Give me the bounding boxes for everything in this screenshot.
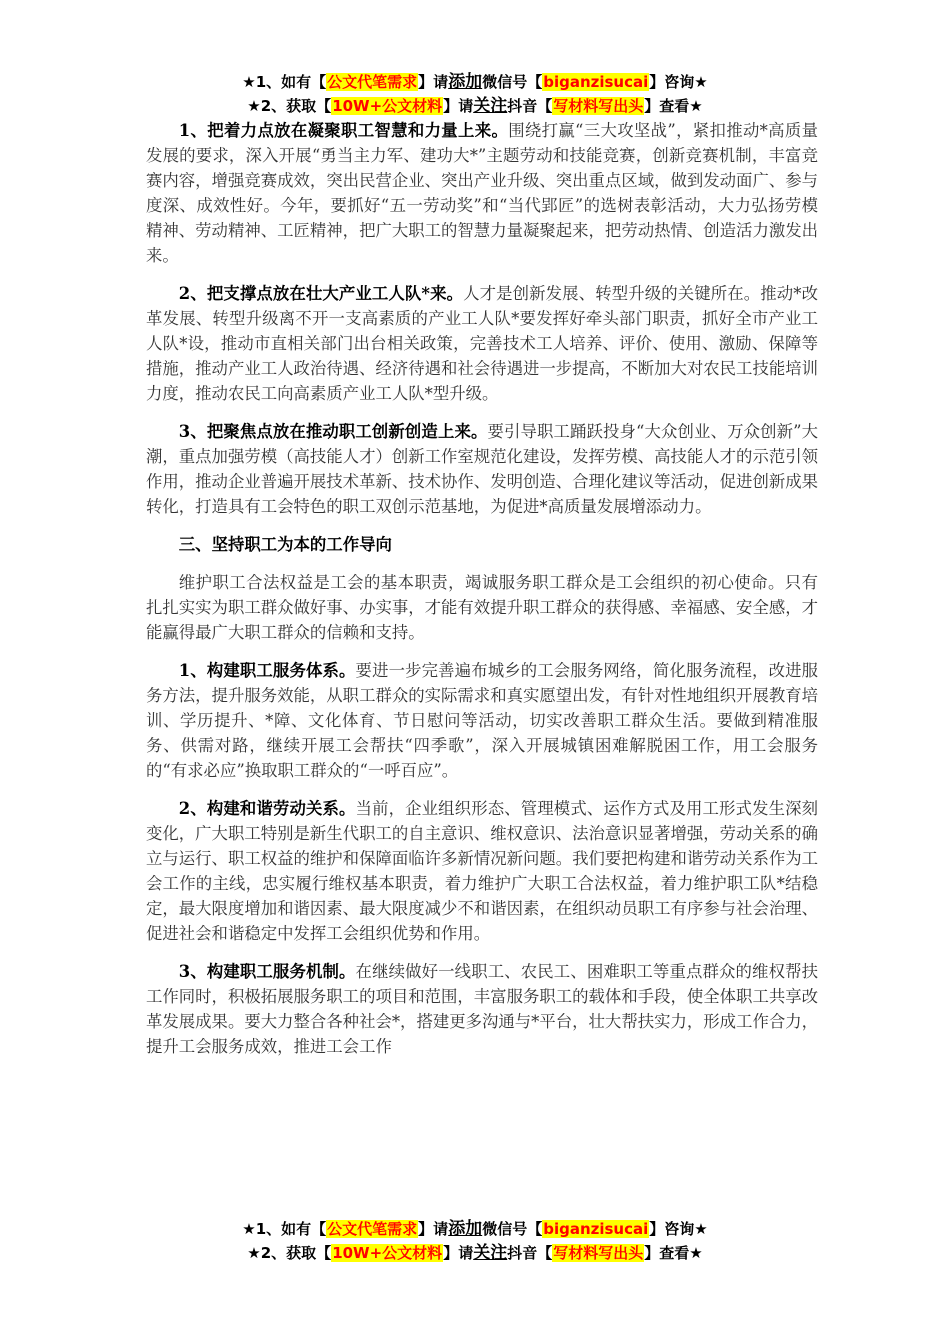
banner-text: ★1、如有【 — [242, 73, 327, 91]
paragraph-5 — [146, 658, 818, 783]
paragraph-lead: 1、构建职工服务体系。 — [178, 661, 356, 680]
banner-text: ★1、如有【 — [242, 1220, 327, 1238]
paragraph-text: 维护职工合法权益是工会的基本职责，竭诚服务职工群众是工会组织的初心使命。只有扎扎实实为职工群众做好事、办实事，才能有效提升职工群众的获得感、幸福感、安全感，才能赢得最广大职工群众的信赖和支持。 — [146, 573, 819, 642]
banner-text: 抖音【 — [507, 1244, 553, 1262]
paragraph-lead: 2、构建和谐劳动关系。 — [178, 799, 356, 818]
banner-emphasis: 添加 — [448, 72, 483, 92]
paragraph-lead: 1、把着力点放在凝聚职工智慧和力量上来。 — [178, 121, 509, 140]
paragraph-text: 人才是创新发展、转型升级的关键所在。推动*改革发展、转型升级离不开一支高素质的产业工人队*要发挥好牵头部门职责，抓好全市产业工人队*设，推动市直相关部门出台相关政策，完善技术工人培养、评价、使用、激励、保障等措施，推动产业工人政治待遇、经济待遇和社会待遇进一步提高，不断加大对农民工技能培训力度，推动农民工向高素质产业工人队*型升级。 — [146, 284, 819, 403]
banner-text: 】查看★ — [644, 1244, 703, 1262]
banner-text: 】咨询★ — [649, 1220, 708, 1238]
banner-text: ★2、获取【 — [247, 1244, 332, 1262]
banner-text: 】请 — [418, 73, 449, 91]
banner-highlight: 10W+公文材料 — [332, 97, 443, 115]
banner-highlight: 写材料写出头 — [553, 1244, 644, 1262]
banner-emphasis: 关注 — [473, 96, 508, 116]
banner-highlight: 公文代笔需求 — [327, 1220, 418, 1238]
paragraph-text: 当前，企业组织形态、管理模式、运作方式及用工形式发生深刻变化，广大职工特别是新生代职工的自主意识、维权意识、法治意识显著增强，劳动关系的确立与运行、职工权益的维护和保障面临许多新情况新问题。我们要把构建和谐劳动关系作为工会工作的主线，忠实履行维权基本职责，着力维护广大职工合法权益，着力维护职工队*结稳定，最大限度增加和谐因素、最大限度减少不和谐因素，在组织动员职工有序参与社会治理、促进社会和谐稳定中发挥工会组织优势和作用。 — [146, 799, 819, 943]
banner-text: ★2、获取【 — [247, 97, 332, 115]
banner-line-2 — [0, 1241, 950, 1265]
banner-line-1 — [0, 1217, 950, 1241]
banner-emphasis: 添加 — [448, 1219, 483, 1239]
paragraph-text: 要引导职工踊跃投身“大众创业、万众创新”大潮，重点加强劳模（高技能人才）创新工作室规范化建设，发挥劳模、高技能人才的示范引领作用，推动企业普遍开展技术革新、技术协作、发明创造、合理化建议等活动，促进创新成果转化，打造具有工会特色的职工双创示范基地，为促进*高质量发展增添动力。 — [146, 422, 819, 516]
banner-line-1 — [0, 70, 950, 94]
banner-text: 】请 — [443, 1244, 474, 1262]
paragraph-text: 围绕打赢“三大攻坚战”，紧扣推动*高质量发展的要求，深入开展“勇当主力军、建功大*”主题劳动和技能竞赛，创新竞赛机制，丰富竞赛内容，增强竞赛成效，突出民营企业、突出产业升级、突出重点区域，做到发动面广、参与度深、成效性好。今年，要抓好“五一劳动奖”和“当代郢匠”的选树表彰活动，大力弘扬劳模精神、劳动精神、工匠精神，把广大职工的智慧力量凝聚起来，把劳动热情、创造活力激发出来。 — [146, 121, 819, 265]
banner-text: 】请 — [418, 1220, 449, 1238]
paragraph-lead: 3、构建职工服务机制。 — [178, 962, 356, 981]
paragraph-text: 在继续做好一线职工、农民工、困难职工等重点群众的维权帮扶工作同时，积极拓展服务职工的项目和范围，丰富服务职工的载体和手段，使全体职工共享改革发展成果。要大力整合各种社会*，搭建更多沟通与*平台，壮大帮扶实力，形成工作合力，提升工会服务成效，推进工会工作 — [146, 962, 819, 1056]
banner-highlight: biganzisucai — [543, 1220, 649, 1238]
promo-banner-top — [0, 70, 950, 118]
banner-highlight: 公文代笔需求 — [327, 73, 418, 91]
banner-text: 】咨询★ — [649, 73, 708, 91]
banner-highlight: 10W+公文材料 — [332, 1244, 443, 1262]
paragraph-3 — [146, 419, 818, 519]
paragraph-2 — [146, 281, 818, 406]
banner-highlight: biganzisucai — [543, 73, 649, 91]
paragraph-7 — [146, 959, 818, 1059]
banner-line-2 — [0, 94, 950, 118]
banner-text: 】查看★ — [644, 97, 703, 115]
banner-text: 】请 — [443, 97, 474, 115]
section-heading: 三、坚持职工为本的工作导向 — [178, 535, 392, 554]
paragraph-lead: 2、把支撑点放在壮大产业工人队*来。 — [178, 284, 464, 303]
paragraph-1 — [146, 118, 818, 268]
banner-text: 微信号【 — [482, 73, 543, 91]
banner-text: 微信号【 — [482, 1220, 543, 1238]
banner-text: 抖音【 — [507, 97, 553, 115]
paragraph-text: 要进一步完善遍布城乡的工会服务网络，简化服务流程，改进服务方法，提升服务效能，从职工群众的实际需求和真实愿望出发，有针对性地组织开展教育培训、学历提升、*障、文化体育、节日慰问等活动，切实改善职工群众生活。要做到精准服务、供需对路，继续开展工会帮扶“四季歌”，深入开展城镇困难解脱困工作，用工会服务的“有求必应”换取职工群众的“一呼百应”。 — [146, 661, 819, 780]
paragraph-4 — [146, 570, 818, 645]
paragraph-lead: 3、把聚焦点放在推动职工创新创造上来。 — [178, 422, 488, 441]
promo-banner-bottom — [0, 1217, 950, 1265]
document-body — [146, 118, 818, 1072]
banner-emphasis: 关注 — [473, 1243, 508, 1263]
banner-highlight: 写材料写出头 — [553, 97, 644, 115]
paragraph-6 — [146, 796, 818, 946]
